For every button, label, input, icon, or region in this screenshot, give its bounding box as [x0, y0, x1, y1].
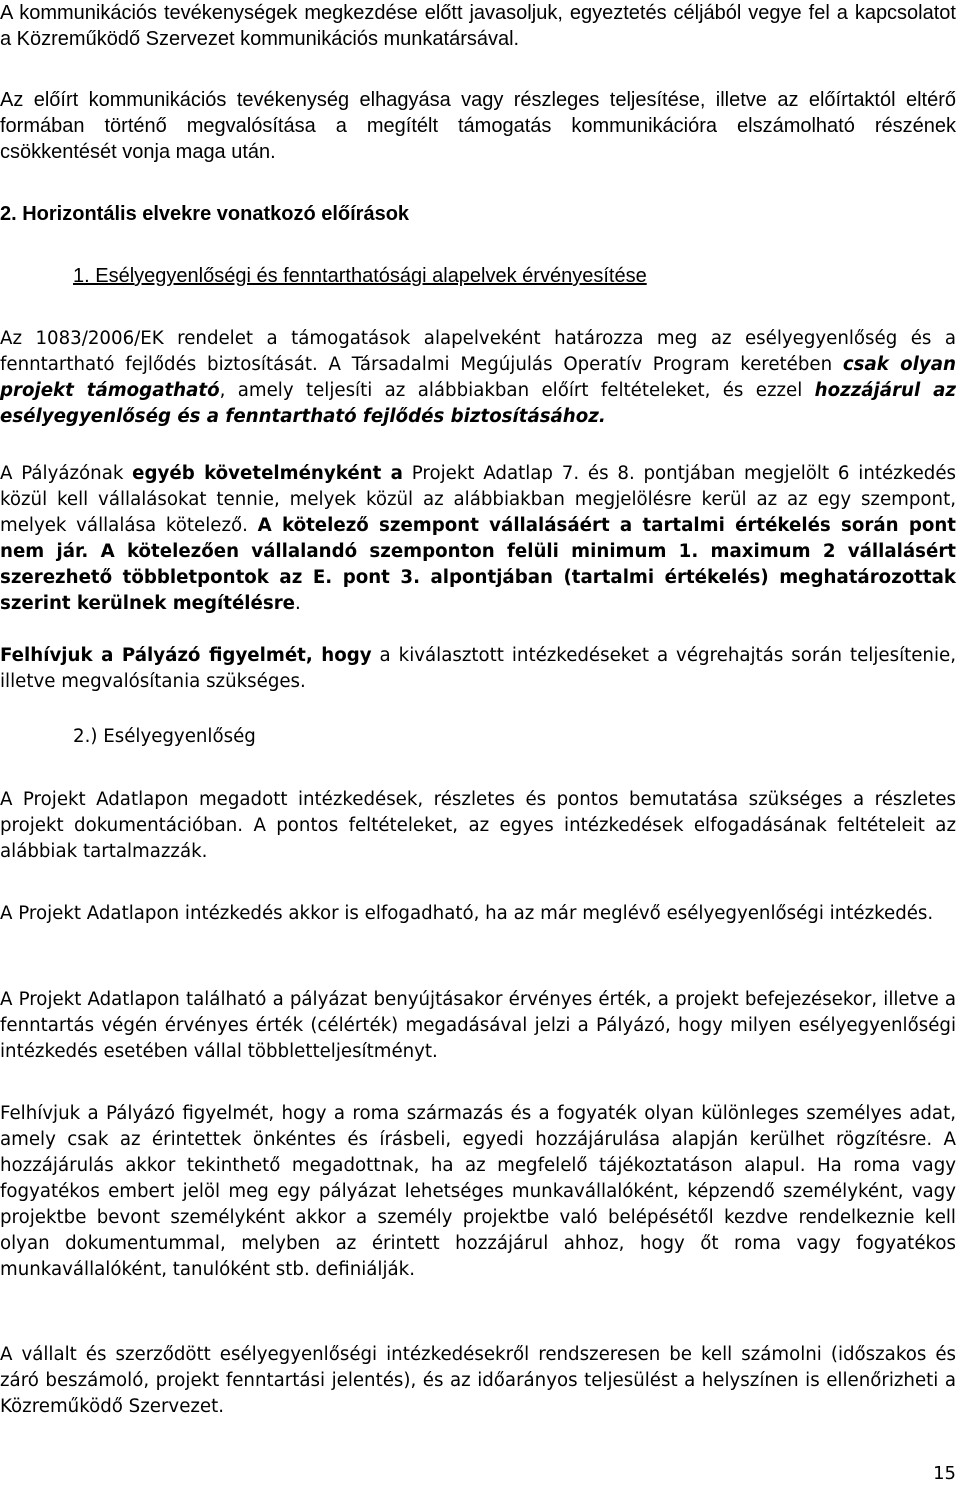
paragraph-requirements [0, 461, 956, 617]
paragraph-monitoring: A vállalt és szerződött esélyegyenlőségi intézkedésekről rendszeresen be kell számolni (időszakos és záró beszámoló, projekt fenntartási jelentés), és az időarányos teljesülést a helyszínen is ellenőrizheti a Közreműködő Szervezet. [0, 1344, 956, 1417]
subsection-title: 1. Esélyegyenlőségi és fenntarthatósági alapelvek érvényesítése [73, 265, 647, 287]
requirements-text-3: . [295, 593, 301, 614]
requirements-text-1: A Pályázónak [0, 463, 133, 484]
paragraph-datasheet-accept: A Projekt Adatlapon intézkedés akkor is elfogadható, ha az már meglévő esélyegyenlőségi intézkedés. [0, 903, 934, 924]
requirements-text-2: Projekt Adatlap 7. és 8. pontjában megjelölt 6 intézkedés közül kell vállalásokat tennie, melyek közül az alábbiakban megjelölésre kerül az az egy szempont, melyek vállalása kötelező. [0, 463, 956, 536]
paragraph-attention [0, 643, 956, 695]
paragraph-communication-omission: Az előírt kommunikációs tevékenység elhagyása vagy részleges teljesítése, illetve az előírtaktól eltérő formában történő megvalósítása a megítélt támogatás kommunikációra elszámolható részének csökkentését vonja maga után. [0, 89, 956, 163]
requirements-emphasis-2: A kötelező szempont vállalásáért a tartalmi értékelés során pont nem jár. A kötelezően vállalandó szemponton felüli minimum 1. maximum 2 vállalásért szerezhető többletpontok az E. pont 3. alpontjában (tartalmi értékelés) meghatározottak szerint kerülnek megítélésre [0, 515, 956, 614]
attention-emphasis: Felhívjuk a Pályázó figyelmét, hogy [0, 645, 372, 666]
paragraph-roma: Felhívjuk a Pályázó figyelmét, hogy a roma származás és a fogyaték olyan különleges személyes adat, amely csak az érintettek önkéntes és írásbeli, egyedi hozzájárulása alapján kerülhet rögzítésre. A hozzájárulás akkor tekinthető megadottnak, ha az megfelelő tájékoztatáson alapul. Ha roma vagy fogyatékos embert jelöl meg egy pályázat lehetséges munkavállalóként, képzendő személyként, vagy projektbe bevont személyként akkor a személy projektbe való belépésétől kezdve rendelkeznie kell olyan dokumentummal, melyben az érintett hozzájárul ahhoz, hogy őt roma vagy fogyatékos munkavállalóként, tanulóként stb. definiálják. [0, 1103, 956, 1280]
paragraph-communication-start: A kommunikációs tevékenységek megkezdése előtt javasoljuk, egyeztetés céljából vegye fel a kapcsolatot a Közreműködő Szervezet kommunikációs munkatársával. [0, 2, 956, 50]
numbered-heading: 2.) Esélyegyenlőség [73, 726, 256, 747]
regulation-text-2: , amely teljesíti az alábbiakban előírt feltételeket, és ezzel [219, 380, 815, 401]
regulation-text-1: Az 1083/2006/EK rendelet a támogatások alapelveként határozza meg az esélyegyenlőség és a fenntartható fejlődés biztosítását. A Társadalmi Megújulás Operatív Program keretében [0, 328, 956, 375]
attention-text: a kiválasztott intézkedéseket a végrehajtás során teljesítenie, illetve megvalósítania szükséges. [0, 645, 956, 692]
subsection-title-wrap [73, 263, 953, 289]
section-heading: 2. Horizontális elvekre vonatkozó előírások [0, 203, 410, 225]
paragraph-regulation [0, 326, 956, 430]
requirements-emphasis-1: egyéb követelményként a [132, 463, 403, 484]
regulation-emphasis-2: hozzájárul az esélyegyenlőség és a fenntartható fejlődés biztosításához. [0, 380, 956, 427]
regulation-emphasis-1: csak olyan projekt támogatható [0, 354, 956, 401]
page-number: 15 [933, 1463, 956, 1484]
paragraph-datasheet-value: A Projekt Adatlapon található a pályázat benyújtásakor érvényes érték, a projekt befejezésekor, illetve a fenntartás végén érvényes érték (célérték) megadásával jelzi a Pályázó, hogy milyen esélyegyenlőségi intézkedés esetében vállal többletteljesítményt. [0, 989, 956, 1062]
paragraph-datasheet-detail: A Projekt Adatlapon megadott intézkedések, részletes és pontos bemutatása szükséges a részletes projekt dokumentációban. A pontos feltételeket, az egyes intézkedések elfogadásának feltételeit az alábbiak tartalmazzák. [0, 789, 956, 862]
